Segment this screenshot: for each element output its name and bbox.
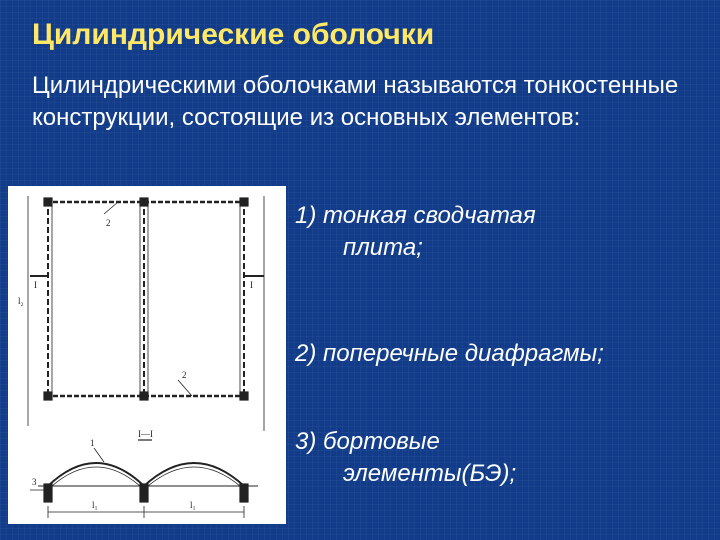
label-section-right: I [250, 280, 253, 290]
list-item-edge-line2: элементы(БЭ); [343, 460, 517, 488]
slide-intro-text: Цилиндрическими оболочками называются тонкостенные конструкции, состоящие из основных элементов: [32, 72, 679, 132]
shell-plan-drawing [8, 186, 286, 524]
list-item-slab-line2: плита; [343, 234, 423, 262]
label-section-mark: I—I [138, 429, 153, 439]
list-item-edge-line1: 3) бортовые [295, 428, 440, 455]
list-item-slab-line1: 1) тонкая сводчатая [295, 202, 536, 229]
slide-title: Цилиндрические оболочки [32, 18, 435, 51]
drawing-svg [8, 186, 286, 524]
list-item-slab [295, 200, 536, 264]
list-item-edge-elements [295, 426, 516, 490]
label-length: l₂ [18, 296, 24, 306]
label-section-left: I [34, 280, 37, 290]
label-edge: 3 [32, 477, 37, 487]
list-item-diaphragms [295, 338, 604, 370]
label-span-2: l₁ [190, 500, 196, 510]
label-slab: 2 [106, 218, 111, 228]
label-shell: 1 [90, 438, 95, 448]
label-span-1: l₁ [92, 500, 98, 510]
label-diaphragm: 2 [182, 370, 187, 380]
list-item-diaphragms-line1: 2) поперечные диафрагмы; [295, 340, 604, 367]
